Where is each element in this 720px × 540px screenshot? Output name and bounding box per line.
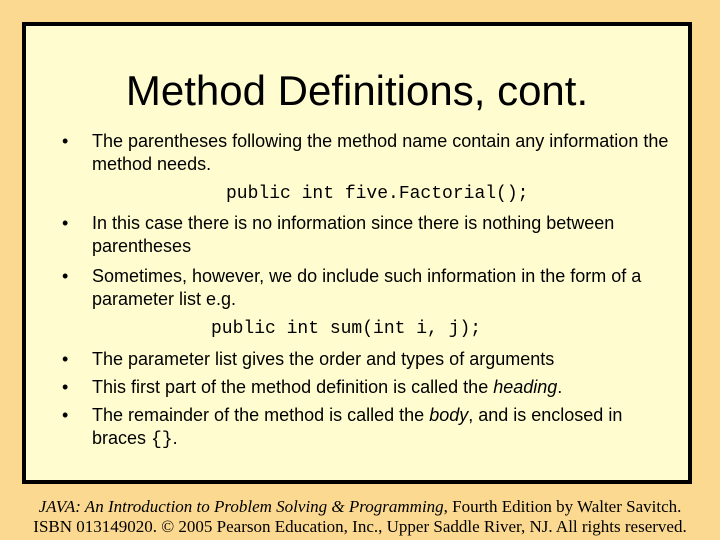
bullet-text-part: The remainder of the method is called the xyxy=(92,405,430,425)
bullet-text: The parentheses following the method name contain any information the method needs. xyxy=(92,131,669,174)
bullet-dot: • xyxy=(62,213,69,233)
bullet-text-part: This first part of the method definition is called the xyxy=(92,377,494,397)
bullet-text xyxy=(92,404,678,452)
inline-code-braces: {} xyxy=(151,430,173,450)
bullet-text-part: . xyxy=(172,428,178,448)
bullet-dot: • xyxy=(62,266,69,286)
book-title: JAVA: An Introduction to Problem Solving & Programming xyxy=(38,497,444,516)
code-example-factorial: public int five.Factorial(); xyxy=(226,184,529,204)
bullet-text-part: , and is enclosed in braces xyxy=(92,405,623,448)
bullet-text: In this case there is no information since there is nothing between parentheses xyxy=(92,213,615,256)
bullet-dot: • xyxy=(62,349,69,369)
bullet-text xyxy=(92,376,678,399)
bullet-item xyxy=(62,130,678,176)
bullet-text: The parameter list gives the order and types of arguments xyxy=(92,349,555,369)
bullet-text: Sometimes, however, we do include such information in the form of a parameter list e.g. xyxy=(92,266,642,309)
term-heading: heading xyxy=(493,377,558,397)
bullet-item xyxy=(62,404,678,452)
slide-title: Method Definitions, cont. xyxy=(125,67,589,114)
footer-line-1 xyxy=(0,497,720,517)
bullet-dot: • xyxy=(62,131,69,151)
bullet-item xyxy=(62,348,678,371)
bullet-dot: • xyxy=(62,405,69,425)
slide-content-box xyxy=(22,22,692,484)
bullet-text-part: . xyxy=(557,377,563,397)
term-body: body xyxy=(429,405,469,425)
bullet-item xyxy=(62,376,678,399)
bullet-item xyxy=(62,265,678,311)
bullet-item xyxy=(62,212,678,258)
footer-line-2: ISBN 013149020. © 2005 Pearson Education, Inc., Upper Saddle River, NJ. All rights reserved. xyxy=(33,517,687,536)
footer-edition: , Fourth Edition by Walter Savitch. xyxy=(443,497,682,516)
code-example-sum: public int sum(int i, j); xyxy=(211,319,482,339)
bullet-dot: • xyxy=(62,377,69,397)
bullet-list xyxy=(26,26,688,480)
